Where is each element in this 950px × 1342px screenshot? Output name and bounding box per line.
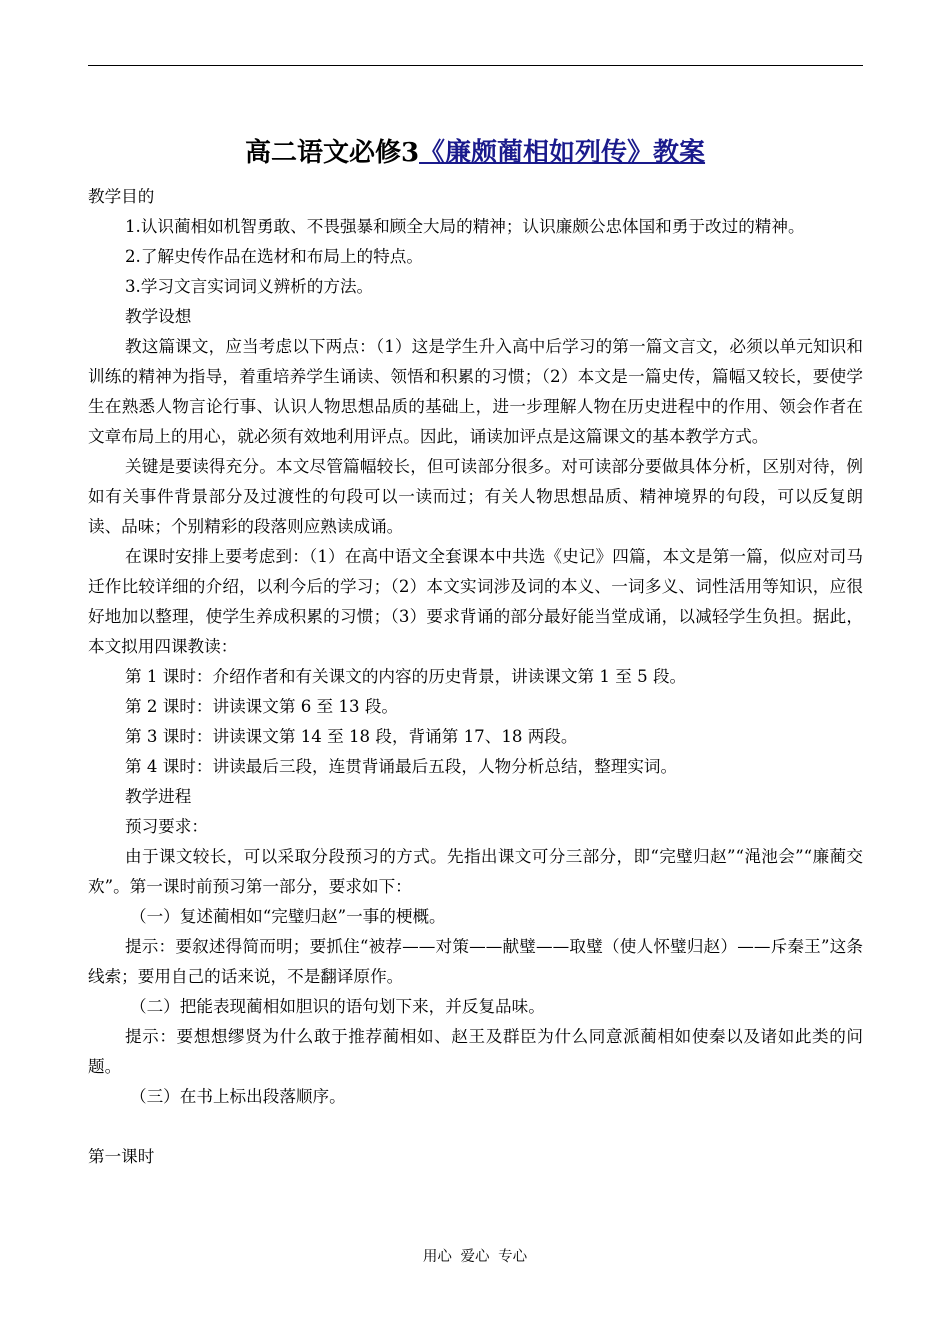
hint-2: 提示：要想想缪贤为什么敢于推荐蔺相如、赵王及群臣为什么同意派蔺相如使秦以及诸如此类的问题。	[88, 1027, 863, 1076]
section-heading-design: 教学设想	[125, 307, 192, 326]
objective-2: 2.了解史传作品在选材和布局上的特点。	[125, 247, 423, 266]
section-heading-objectives: 教学目的	[88, 187, 155, 206]
task-1: （一）复述蔺相如“完璧归赵”一事的梗概。	[130, 907, 446, 926]
preview-heading: 预习要求：	[125, 817, 208, 836]
lesson-1: 第 1 课时：介绍作者和有关课文的内容的历史背景，讲读课文第 1 至 5 段。	[125, 667, 687, 686]
objective-3: 3.学习文言实词词义辨析的方法。	[125, 277, 374, 296]
section-heading-lesson-1: 第一课时	[88, 1147, 155, 1166]
section-heading-process: 教学进程	[125, 787, 192, 806]
title-link[interactable]: 《廉颇蔺相如列传》教案	[419, 138, 706, 168]
page-title	[0, 136, 950, 170]
document-body	[88, 182, 863, 1172]
paragraph-schedule: 在课时安排上要考虑到：（1）在高中语文全套课本中共选《史记》四篇，本文是第一篇，似应对司马迁作比较详细的介绍，以利今后的学习；（2）本文实词涉及词的本义、一词多义、词性活用等知识，应很好地加以整理，使学生养成积累的习惯；（3）要求背诵的部分最好能当堂成诵，以减轻学生负担。据此，本文拟用四课教读：	[88, 547, 863, 656]
page-footer: 用心 爱心 专心	[422, 1249, 528, 1265]
lesson-2: 第 2 课时：讲读课文第 6 至 13 段。	[125, 697, 399, 716]
task-3: （三）在书上标出段落顺序。	[130, 1087, 346, 1106]
paragraph-reading: 关键是要读得充分。本文尽管篇幅较长，但可读部分很多。对可读部分要做具体分析，区别对待，例如有关事件背景部分及过渡性的句段可以一读而过；有关人物思想品质、精神境界的句段，可以反复朗读、品味；个别精彩的段落则应熟读成诵。	[88, 457, 863, 536]
paragraph-preview: 由于课文较长，可以采取分段预习的方式。先指出课文可分三部分，即“完璧归赵”“渑池会”“廉蔺交欢”。第一课时前预习第一部分，要求如下：	[88, 847, 863, 896]
objective-1: 1.认识蔺相如机智勇敢、不畏强暴和顾全大局的精神；认识廉颇公忠体国和勇于改过的精神。	[125, 217, 805, 236]
hint-1: 提示：要叙述得简而明；要抓住“被荐——对策——献璧——取璧（使人怀璧归赵）——斥秦王”这条线索；要用自己的话来说，不是翻译原作。	[88, 937, 863, 986]
header-rule	[88, 65, 863, 66]
paragraph-design: 教这篇课文，应当考虑以下两点：（1）这是学生升入高中后学习的第一篇文言文，必须以单元知识和训练的精神为指导，着重培养学生诵读、领悟和积累的习惯；（2）本文是一篇史传，篇幅又较长，要使学生在熟悉人物言论行事、认识人物思想品质的基础上，进一步理解人物在历史进程中的作用、领会作者在文章布局上的用心，就必须有效地利用评点。因此，诵读加评点是这篇课文的基本教学方式。	[88, 337, 863, 446]
lesson-4: 第 4 课时：讲读最后三段，连贯背诵最后五段，人物分析总结，整理实词。	[125, 757, 678, 776]
lesson-3: 第 3 课时：讲读课文第 14 至 18 段，背诵第 17、18 两段。	[125, 727, 578, 746]
task-2: （二）把能表现蔺相如胆识的语句划下来，并反复品味。	[130, 997, 545, 1016]
title-prefix: 高二语文必修3	[244, 138, 420, 168]
